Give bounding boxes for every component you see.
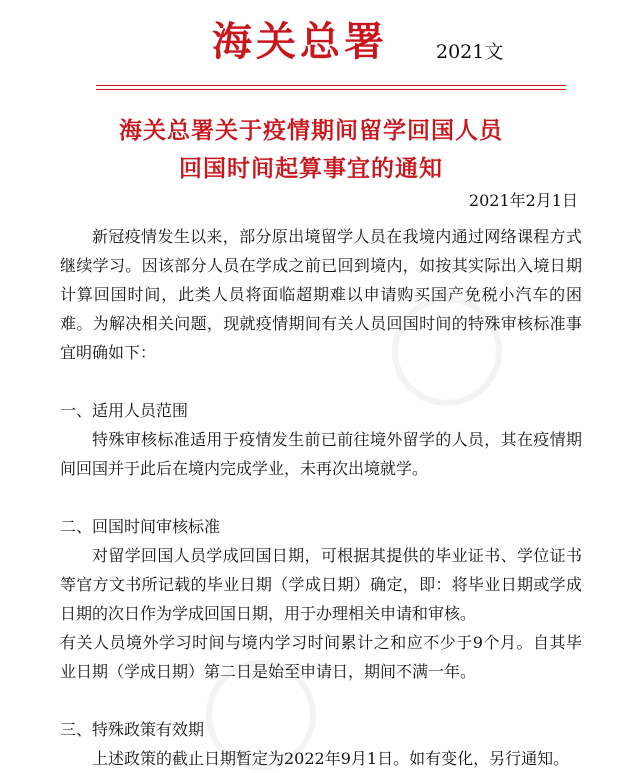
section-paragraph: 对留学回国人员学成回国日期，可根据其提供的毕业证书、学位证书等官方文书所记载的毕业日期（学成日期）确定，即：将毕业日期或学成日期的次日作为学成回国日期，用于办理相关申请和审核。	[60, 546, 582, 623]
section-gap	[60, 483, 582, 512]
section-gap	[60, 686, 582, 715]
notice-title	[0, 112, 622, 188]
section-paragraph: 有关人员境外学习时间与境内学习时间累计之和应不少于9个月。自其毕业日期（学成日期）第二日是始至申请日，期间不满一年。	[60, 633, 582, 681]
masthead-rule-bottom	[96, 89, 566, 90]
masthead-rule-top	[96, 85, 566, 86]
notice-title-line-2: 回国时间起算事宜的通知	[179, 155, 443, 182]
section-paragraph: 特殊审核标准适用于疫情发生前已前往境外留学的人员，其在疫情期间回国并于此后在境内完成学业，未再次出境就学。	[60, 430, 582, 478]
document-year-mark: 2021文	[436, 41, 504, 63]
section-gap	[60, 367, 582, 396]
section-heading: 二、回国时间审核标准	[60, 517, 221, 536]
section-heading: 一、适用人员范围	[60, 401, 189, 420]
section-paragraph: 上述政策的截止日期暂定为2022年9月1日。如有变化，另行通知。	[92, 749, 570, 768]
masthead	[0, 14, 622, 74]
section-heading: 三、特殊政策有效期	[60, 720, 205, 739]
notice-title-line-1: 海关总署关于疫情期间留学回国人员	[119, 117, 503, 144]
issuer-name: 海关总署	[212, 18, 388, 65]
notice-body	[60, 222, 582, 773]
issue-date: 2021年2月1日	[468, 191, 578, 210]
intro-paragraph: 新冠疫情发生以来，部分原出境留学人员在我境内通过网络课程方式继续学习。因该部分人员在学成之前已回到境内，如按其实际出入境日期计算回国时间，此类人员将面临超期难以申请购买国产免税小汽车的困难。为解决相关问题，现就疫情期间有关人员回国时间的特殊审核标准事宜明确如下：	[60, 227, 582, 362]
